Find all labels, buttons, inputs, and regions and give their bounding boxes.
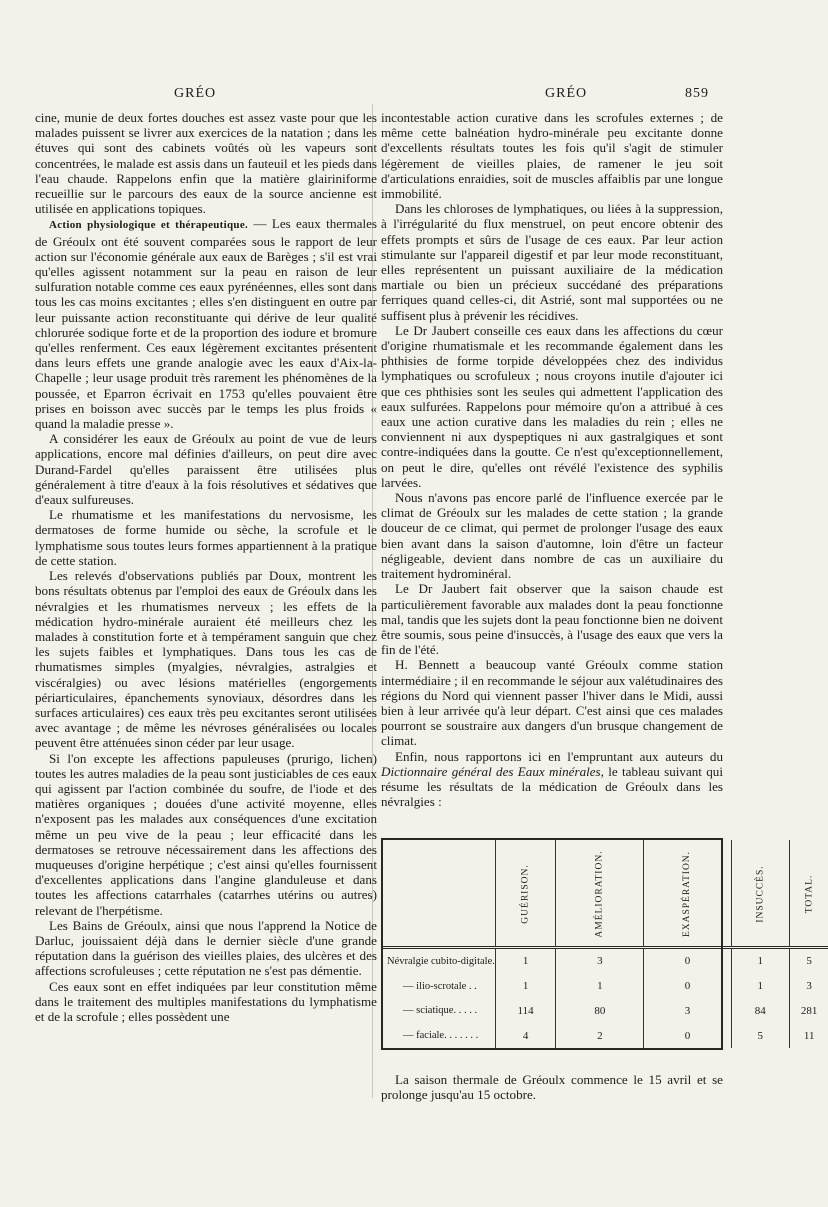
row-label: — ilio-scrotale . .: [403, 980, 477, 992]
table-cell: 1: [495, 948, 555, 974]
neuralgia-table: [383, 840, 828, 1048]
table-cell: 2: [556, 1023, 644, 1048]
paragraph: A considérer les eaux de Gréoulx au point de vue de leurs applications, encore mal définies d'ailleurs, on peut dire avec Durand-Fardel qu'elles paraissent être utilisées plus généralement à titre d'eaux à la fois résolutives et sédatives que d'eaux sulfureuses.: [35, 431, 377, 508]
paragraph: Le Dr Jaubert fait observer que la saison chaude est particulièrement favorable aux malades dont la peau fonctionne mal, tandis que les sujets dont la peau fonctionne bien ne doivent être soumis, sous peine d'insuccès, à l'usage des eaux que vers la fin de l'été.: [381, 581, 723, 658]
table-cell: 0: [644, 948, 731, 974]
table-cell: 281: [789, 999, 828, 1024]
col-header: AMÉLIORATION.: [556, 840, 644, 948]
table-cell: 0: [644, 974, 731, 999]
col-header: GUÉRISON.: [495, 840, 555, 948]
table-cell: 84: [731, 999, 789, 1024]
paragraph: Ces eaux sont en effet indiquées par leur constitution même dans le traitement des multiples manifestations du lymphatisme et de la scrofule ; elles possèdent une: [35, 978, 377, 1024]
table-row: [383, 999, 828, 1024]
paragraph: Nous n'avons pas encore parlé de l'influence exercée par le climat de Gréoulx sur les malades de cette station ; la grande douceur de ce climat, qui permet de prolonger l'usage des eaux bien avant dans la saison d'automne, loin d'être un facteur négligeable, devient dans nombre de cas un auxiliaire du traitement hydrominéral.: [381, 490, 723, 582]
table-cell: 5: [731, 1023, 789, 1048]
paragraph: Si l'on excepte les affections papuleuses (prurigo, lichen) toutes les autres maladies de la peau sont justiciables de ces eaux qui agissent par l'action combinée du soufre, de l'iode et des matières organiques ; douées d'une activité moyenne, elles n'exposent pas les malades aux conséquences d'une excitation même un peu vive de la peau ; leur efficacité dans les dermatoses se retrouve nécessairement dans les affections des muqueuses d'origine herpétique ; c'est ainsi qu'elles fournissent d'excellentes applications dans l'angine glanduleuse et dans toutes les affections catarrhales (catarrhes utérins ou autres) relevant de l'herpétisme.: [35, 750, 377, 918]
table-row: [383, 1023, 828, 1048]
row-label: — faciale. . . . . . .: [403, 1030, 479, 1042]
running-title-left: GRÉO: [174, 86, 217, 101]
right-column: [381, 110, 723, 809]
results-table: [381, 838, 818, 1050]
paragraph-text: Enfin, nous rapportons ici en l'empruntant aux auteurs du: [395, 748, 723, 764]
table-cell: 1: [556, 974, 644, 999]
paragraph: cine, munie de deux fortes douches est assez vaste pour que les malades puissent se livrer aux exercices de la natation ; dans les étuves qui sont des cabinets voûtés où les vapeurs sont concentrées, le malade est assis dans un fauteuil et les pieds dans l'eau chaude. Rappelons enfin que la matière glairiniforme recueillie sur le parcours des eaux de la source ancienne est utilisée en applications topiques.: [35, 110, 377, 217]
paragraph: Les relevés d'observations publiés par Doux, montrent les bons résultats obtenus par l'emploi des eaux de Gréoulx dans les névralgies et les rhumatismes nerveux ; les effets de la médication hydro-minérale auraient été meilleurs chez les malades à constitution forte et à tempérament sanguin que chez les sujets faibles et lymphatiques. Dans tous les cas de rhumatismes simples (myalgies, névralgies, astralgies et viscéralgies) ou avec lésions matérielles (engorgements périarticulaires, épanchements synoviaux, désordres dans les surfaces articulaires) ces eaux très peu excitantes seront utilisées avec avantage ; de même les névroses généralisées ou locales peuvent être atténuées sinon céder par leur usage.: [35, 568, 377, 751]
table-cell: 80: [556, 999, 644, 1024]
table-cell: 1: [731, 974, 789, 999]
running-title-right: GRÉO: [545, 86, 588, 101]
paragraph: H. Bennett a beaucoup vanté Gréoulx comme station intermédiaire ; il en recommande le séjour aux valétudinaires des régions du Nord qui viennent passer l'hiver dans le Midi, aussi bien à leur arrivée qu'à leur départ. C'est ainsi que ces malades pourront se soustraire aux dangers d'un brusque changement de climat.: [381, 657, 723, 749]
paragraph: incontestable action curative dans les scrofules externes ; de même cette balnéation hydro-minérale peu excitante donne d'excellents résultats toutes les fois qu'il s'agit de stimuler légèrement de vieilles plaies, de ramener le jeu soit d'articulations enraidies, soit de muscles affaiblis par une longue immobilité.: [381, 110, 723, 202]
row-label: — sciatique. . . . .: [403, 1005, 478, 1017]
table-cell: 114: [495, 999, 555, 1024]
paragraph-text: , le tableau suivant qui résume les résultats de la médication de Gréoulx dans les névralgies :: [381, 763, 723, 810]
closing-note: [381, 1072, 723, 1102]
col-header: EXASPÉRATION.: [644, 840, 731, 948]
table-cell: 11: [789, 1023, 828, 1048]
table-row: [383, 974, 828, 999]
page-number: 859: [685, 86, 709, 101]
left-column: [35, 110, 377, 1024]
paragraph: Dans les chloroses de lymphatiques, ou liées à la suppression, à l'irrégularité du flux menstruel, on peut encore obtenir des effets prompts et sûrs de l'usage de ces eaux. Par leur action stimulante sur l'appareil digestif et par leur mode reconstituant, elles représentent un puissant auxiliaire de la médication martiale ou bien un précieux succédané des préparations ferriques quand celles-ci, dit Astrié, sont mal supportées ou ne suffisent plus à prévenir les récidives.: [381, 201, 723, 323]
table-cell: 3: [556, 948, 644, 974]
section-heading: Action physiologique et thérapeutique.: [49, 219, 249, 232]
table-cell: 4: [495, 1023, 555, 1048]
paragraph: [381, 749, 723, 810]
table-cell: 3: [789, 974, 828, 999]
table-corner: [383, 840, 495, 948]
table-row: [383, 948, 828, 974]
table-cell: 0: [644, 1023, 731, 1048]
paragraph: Les Bains de Gréoulx, ainsi que nous l'apprend la Notice de Darluc, jouissaient déjà dans le dernier siècle d'une grande réputation dans la guérison des vieilles plaies, des ulcères et des affections scrofuleuses ; cette réputation ne s'est pas démentie.: [35, 917, 377, 979]
book-title: Dictionnaire général des Eaux minérales: [381, 763, 601, 779]
paragraph: Le rhumatisme et les manifestations du nervosisme, les dermatoses de forme humide ou sèche, la scrofule et le lymphatisme sous toutes leurs formes appartiennent à la pratique de cette station.: [35, 507, 377, 568]
table-cell: 5: [789, 948, 828, 974]
col-header: INSUCCÈS.: [731, 840, 789, 948]
table-cell: 1: [495, 974, 555, 999]
table-cell: 1: [731, 948, 789, 974]
table-header-row: [383, 840, 828, 948]
table-cell: 3: [644, 999, 731, 1024]
row-label: Névralgie cubito-digitale.: [387, 955, 495, 967]
col-header: TOTAL.: [789, 840, 828, 948]
paragraph-body: — Les eaux thermales de Gréoulx ont été souvent comparées sous le rapport de leur action sur l'économie générale aux eaux de Barèges ; s'il est vrai qu'elles agissent notamment sur la peau en raison de leur sulfuration notable comme ces eaux pyrénéennes, elles sont dans tous les cas moins excitantes ; elles s'en distinguent en outre par leur puissante action reconstituante qui dérive de leur qualité chlorurée sodique forte et de la proportion des iodure et bromure qu'elles renferment. Ces eaux légèrement excitantes présentent dans leurs effets une grande analogie avec les eaux d'Aix-la-Chapelle ; leur usage produit très rarement les phénomènes de la poussée, et Eparron écrivait en 1753 qu'elles pouvaient être prises en boisson avec succès par le temps les plus froids « quand la maladie presse ».: [35, 216, 377, 432]
paragraph: [35, 216, 377, 431]
paragraph: Le Dr Jaubert conseille ces eaux dans les affections du cœur d'origine rhumatismale et les recommande également dans les phthisies de forme torpide développées chez des individus lymphatiques ou scrofuleux ; nous croyons inutile d'ajouter ici que ces phthisies sont les seules qui admettent l'application des eaux sulfurées. Rappelons pour mémoire qu'on a attribué à ces eaux une action curative dans les maladies du rein ; elles ne conviennent ni aux dyspeptiques ni aux gastralgiques et sont contre-indiquées dans la goutte. Ce n'est qu'exceptionnellement, on peut le dire, qu'elles ont révélé l'existence des syphilis larvées.: [381, 322, 723, 490]
paragraph: La saison thermale de Gréoulx commence le 15 avril et se prolonge jusqu'au 15 octobre.: [381, 1072, 723, 1103]
